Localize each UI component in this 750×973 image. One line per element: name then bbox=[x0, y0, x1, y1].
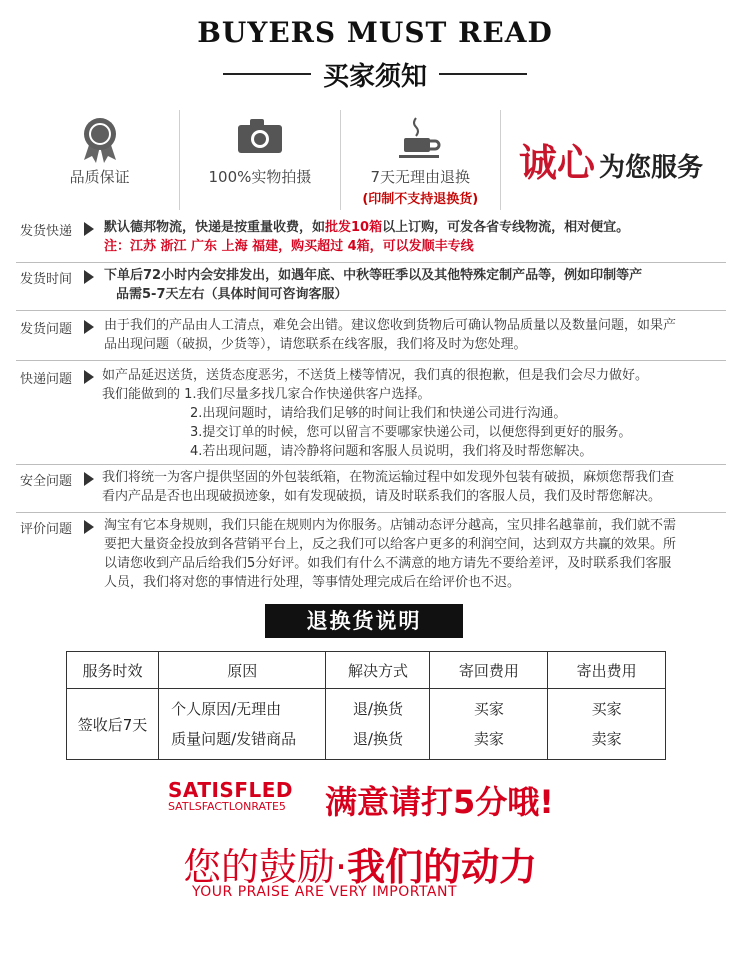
return-fee-cell bbox=[430, 689, 548, 760]
table-header: 服务时效 bbox=[67, 652, 159, 689]
feature-note: (印制不支持退换货) bbox=[362, 192, 479, 207]
courier-line2: 我们能做到的 1.我们尽量多找几家合作快递供客户选择。 bbox=[102, 387, 431, 402]
info-tag: 评价问题 bbox=[20, 522, 73, 537]
slogan-red: 诚心 bbox=[518, 140, 595, 185]
shipping-highlight: 批发10箱 bbox=[325, 220, 383, 235]
send-fee-1: 买家 bbox=[591, 700, 622, 718]
shipping-line1c: 以上订购，可发各省专线物流，相对便宜。 bbox=[382, 220, 630, 235]
send-fee-2: 卖家 bbox=[591, 730, 622, 748]
info-tag: 发货问题 bbox=[20, 322, 73, 337]
divider-left bbox=[223, 73, 311, 75]
safety-line2: 看内产品是否也出现破损迹象，如有发现破损，请及时联系我们的客服人员，我们及时帮您解决。 bbox=[102, 489, 662, 504]
praise-cn-b: 我们的动力 bbox=[347, 845, 538, 889]
table-header: 原因 bbox=[159, 652, 326, 689]
send-fee-cell bbox=[548, 689, 666, 760]
feature-quality bbox=[20, 110, 179, 210]
return-fee-2: 卖家 bbox=[473, 730, 504, 748]
shipping-note: 注：江苏 浙江 广东 上海 福建，购买超过 4箱，可以发顺丰专线 bbox=[104, 239, 474, 254]
table-header: 解决方式 bbox=[326, 652, 430, 689]
info-text bbox=[104, 266, 726, 304]
time-line2: 品需5-7天左右（具体时间可咨询客服） bbox=[116, 287, 348, 302]
info-text bbox=[104, 218, 726, 256]
method-2: 退/换货 bbox=[352, 730, 403, 748]
play-arrow-icon bbox=[84, 520, 94, 534]
satisfaction-en-small: SATLSFACTLONRATE5 bbox=[168, 800, 286, 813]
award-ribbon-icon bbox=[80, 116, 120, 168]
courier-line1: 如产品延迟送货，送货态度恶劣，不送货上楼等情况，我们真的很抱歉，但是我们会尽力做好。 bbox=[102, 368, 649, 383]
slogan bbox=[519, 132, 703, 187]
method-1: 退/换货 bbox=[352, 700, 403, 718]
review-line3: 以请您收到产品后给我们5分好评。如我们有什么不满意的地方请先不要给差评，及时联系我们客服 bbox=[104, 556, 672, 571]
page-subtitle: 买家须知 bbox=[322, 61, 427, 92]
play-arrow-icon bbox=[84, 370, 94, 384]
review-line4: 人员，我们将对您的事情进行处理，等事情处理完成后在给评价也不迟。 bbox=[104, 575, 521, 590]
table-header: 寄出费用 bbox=[548, 652, 666, 689]
period-cell: 签收后7天 bbox=[67, 689, 159, 760]
info-problem bbox=[16, 314, 726, 361]
info-tag: 安全问题 bbox=[20, 474, 73, 489]
table-row bbox=[67, 689, 666, 760]
info-text bbox=[104, 516, 726, 592]
reason-cell bbox=[159, 689, 326, 760]
play-arrow-icon bbox=[84, 320, 94, 334]
satisfaction-cn: 满意请打5分哦! bbox=[325, 783, 554, 821]
info-review bbox=[16, 514, 726, 594]
satisfaction-en-big: SATISFLED bbox=[168, 778, 293, 802]
feature-label: 100%实物拍摄 bbox=[208, 168, 312, 186]
shipping-line1a: 默认德邦物流，快递是按重量收费，如 bbox=[104, 220, 326, 235]
returns-table bbox=[66, 651, 666, 760]
returns-title: 退换货说明 bbox=[265, 604, 463, 638]
feature-real-photo bbox=[179, 110, 339, 210]
info-courier bbox=[16, 364, 726, 465]
info-time bbox=[16, 264, 726, 311]
slogan-black: 为您服务 bbox=[598, 153, 703, 183]
subtitle-row bbox=[0, 56, 750, 92]
feature-return bbox=[340, 110, 500, 210]
info-tag: 发货快递 bbox=[20, 224, 73, 239]
feature-strip bbox=[20, 110, 720, 210]
info-text bbox=[104, 316, 726, 354]
info-shipping bbox=[16, 216, 726, 263]
satisfaction-en bbox=[168, 778, 328, 813]
camera-icon bbox=[236, 116, 284, 160]
page-title: BUYERS MUST READ bbox=[197, 16, 553, 49]
courier-line5: 4.若出现问题，请冷静将问题和客服人员说明，我们将及时帮您解决。 bbox=[190, 444, 593, 459]
return-fee-1: 买家 bbox=[473, 700, 504, 718]
praise-en: YOUR PRAISE ARE VERY IMPORTANT bbox=[192, 884, 458, 900]
feature-label: 品质保证 bbox=[69, 168, 130, 186]
info-text bbox=[102, 366, 726, 461]
coffee-cup-icon bbox=[396, 116, 444, 166]
reason-1: 个人原因/无理由 bbox=[171, 700, 282, 718]
method-cell bbox=[326, 689, 430, 760]
praise-cn bbox=[183, 836, 537, 891]
info-tag: 发货时间 bbox=[20, 272, 73, 287]
info-tag: 快递问题 bbox=[20, 372, 73, 387]
table-header: 寄回费用 bbox=[430, 652, 548, 689]
review-line1: 淘宝有它本身规则，我们只能在规则内为你服务。店铺动态评分越高，宝贝排名越靠前，我们就不需 bbox=[104, 518, 677, 533]
time-line1: 下单后72小时内会安排发出，如遇年底、中秋等旺季以及其他特殊定制产品等，例如印制等产 bbox=[104, 268, 643, 283]
courier-line3: 2.出现问题时，请给我们足够的时间让我们和快递公司进行沟通。 bbox=[190, 406, 567, 421]
play-arrow-icon bbox=[84, 472, 94, 486]
problem-line1: 由于我们的产品由人工清点，难免会出错。建议您收到货物后可确认物品质量以及数量问题，如果产 bbox=[104, 318, 677, 333]
info-safety bbox=[16, 466, 726, 513]
courier-line4: 3.提交订单的时候，您可以留言不要哪家快递公司，以便您得到更好的服务。 bbox=[190, 425, 632, 440]
review-line2: 要把大量资金投放到各营销平台上，反之我们可以给客户更多的利润空间，达到双方共赢的效果。所 bbox=[104, 537, 677, 552]
praise-cn-a: 您的鼓励· bbox=[183, 845, 348, 889]
feature-label: 7天无理由退换 bbox=[370, 168, 471, 186]
play-arrow-icon bbox=[84, 270, 94, 284]
problem-line2: 品出现问题（破损，少货等），请您联系在线客服，我们将及时为您处理。 bbox=[104, 337, 527, 352]
info-text bbox=[102, 468, 726, 506]
table-header-row bbox=[67, 652, 666, 689]
reason-2: 质量问题/发错商品 bbox=[171, 730, 297, 748]
slogan-box bbox=[500, 110, 720, 210]
safety-line1: 我们将统一为客户提供坚固的外包装纸箱，在物流运输过程中如发现外包装有破损，麻烦您帮我们查 bbox=[102, 470, 675, 485]
divider-right bbox=[439, 73, 527, 75]
play-arrow-icon bbox=[84, 222, 94, 236]
